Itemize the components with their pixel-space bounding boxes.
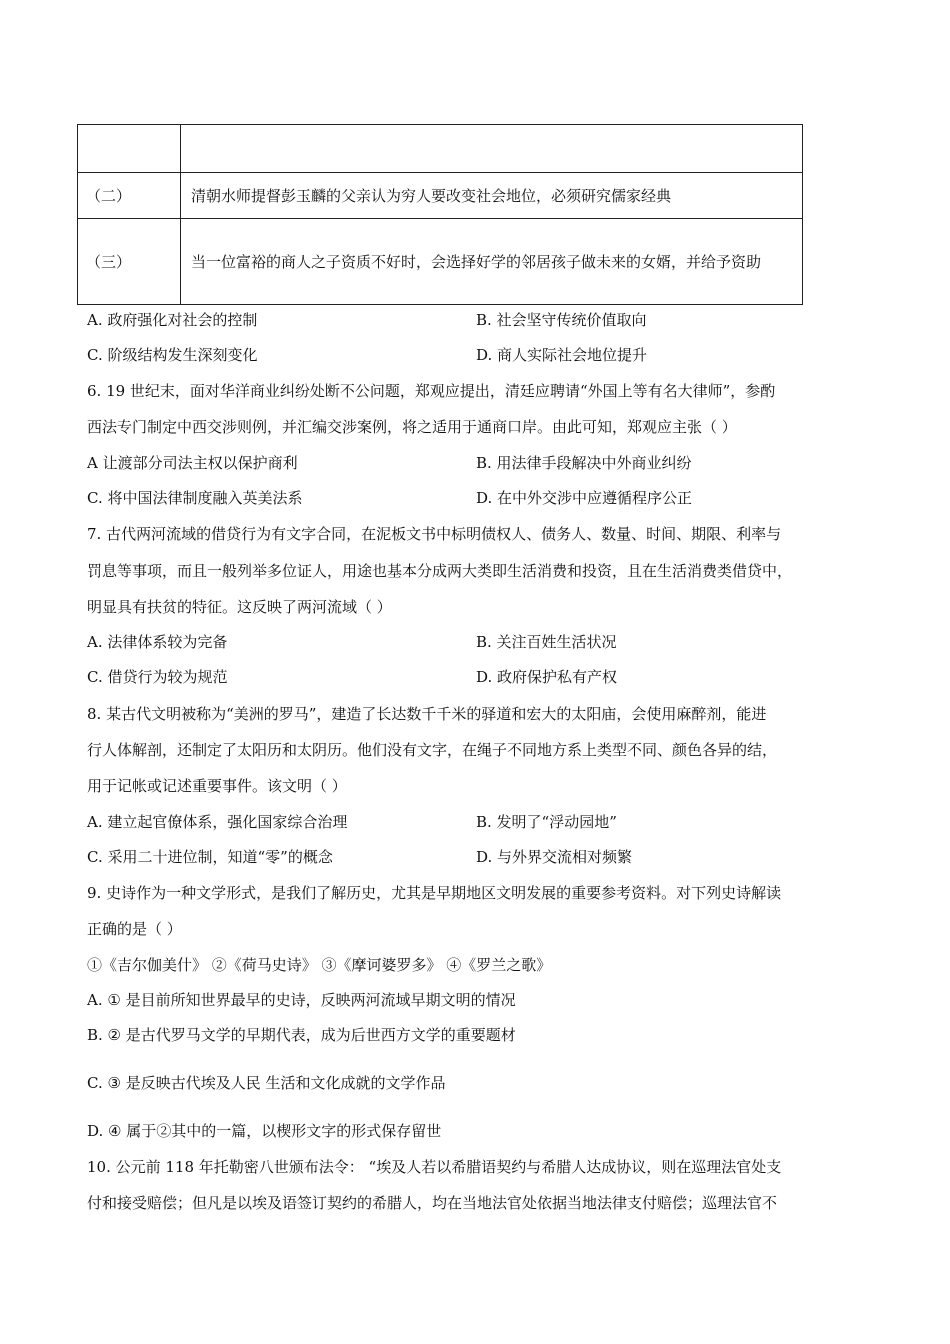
q9-option-b: B. ② 是古代罗马文学的早期代表，成为后世西方文学的重要题材 bbox=[87, 1026, 516, 1044]
q9-option-d: D. ④ 属于②其中的一篇，以楔形文字的形式保存留世 bbox=[87, 1122, 442, 1140]
q7-option-b: B. 关注百姓生活状况 bbox=[476, 633, 617, 651]
q9-option-a: A. ① 是目前所知世界最早的史诗，反映两河流域早期文明的情况 bbox=[87, 991, 516, 1009]
q6-stem-line: 6. 19 世纪末，面对华洋商业纠纷处断不公问题，郑观应提出，清廷应聘请“外国上等有名大律师”，参酌 bbox=[87, 382, 776, 400]
q8-option-a: A. 建立起官僚体系，强化国家综合治理 bbox=[87, 813, 348, 831]
q8-option-d: D. 与外界交流相对频繁 bbox=[476, 848, 633, 866]
table-row bbox=[78, 125, 803, 173]
q7-stem-line: 7. 古代两河流域的借贷行为有文字合同，在泥板文书中标明债权人、债务人、数量、时间、期限、利率与 bbox=[87, 525, 782, 543]
q7-option-d: D. 政府保护私有产权 bbox=[476, 668, 618, 686]
q9-stem-line: 正确的是（ ） bbox=[87, 920, 182, 938]
q8-stem-line: 行人体解剖，还制定了太阳历和太阴历。他们没有文字，在绳子不同地方系上类型不同、颜色各异的结， bbox=[87, 741, 778, 759]
q9-option-c: C. ③ 是反映古代埃及人民 生活和文化成就的文学作品 bbox=[87, 1074, 446, 1092]
table-cell-label: （二） bbox=[78, 173, 181, 219]
table-cell-text: 当一位富裕的商人之子资质不好时，会选择好学的邻居孩子做未来的女婿，并给予资助 bbox=[181, 219, 803, 305]
table-cell-text bbox=[181, 125, 803, 173]
q10-stem-line: 10. 公元前 118 年托勒密八世颁布法令： “埃及人若以希腊语契约与希腊人达成协议，则在巡理法官处支 bbox=[87, 1158, 782, 1176]
q7-option-c: C. 借贷行为较为规范 bbox=[87, 668, 228, 686]
q6-option-a: A 让渡部分司法主权以保护商利 bbox=[87, 454, 298, 472]
q8-stem-line: 用于记帐或记述重要事件。该文明（ ） bbox=[87, 777, 347, 795]
q8-option-b: B. 发明了“浮动园地” bbox=[476, 813, 617, 831]
q5-option-b: B. 社会坚守传统价值取向 bbox=[476, 311, 647, 329]
q9-stem-line: 9. 史诗作为一种文学形式，是我们了解历史，尤其是早期地区文明发展的重要参考资料。对下列史诗解读 bbox=[87, 884, 782, 902]
q10-stem-line: 付和接受赔偿；但凡是以埃及语签订契约的希腊人，均在当地法官处依据当地法律支付赔偿；巡理法官不 bbox=[87, 1194, 778, 1212]
q8-stem-line: 8. 某古代文明被称为“美洲的罗马”，建造了长达数千千米的驿道和宏大的太阳庙，会使用麻醉剂，能进 bbox=[87, 705, 767, 723]
q6-option-d: D. 在中外交涉中应遵循程序公正 bbox=[476, 489, 693, 507]
q7-option-a: A. 法律体系较为完备 bbox=[87, 633, 228, 651]
q7-stem-line: 明显具有扶贫的特征。这反映了两河流域（ ） bbox=[87, 598, 392, 616]
q8-option-c: C. 采用二十进位制，知道“零”的概念 bbox=[87, 848, 333, 866]
q6-option-b: B. 用法律手段解决中外商业纠纷 bbox=[476, 454, 692, 472]
q5-option-c: C. 阶级结构发生深刻变化 bbox=[87, 346, 258, 364]
source-table bbox=[77, 124, 803, 305]
q5-option-d: D. 商人实际社会地位提升 bbox=[476, 346, 648, 364]
table-row bbox=[78, 173, 803, 219]
q5-option-a: A. 政府强化对社会的控制 bbox=[87, 311, 258, 329]
q9-epic-list: ①《吉尔伽美什》 ②《荷马史诗》 ③《摩诃婆罗多》 ④《罗兰之歌》 bbox=[87, 956, 552, 974]
table-cell-label bbox=[78, 125, 181, 173]
q6-stem-line: 西法专门制定中西交涉则例，并汇编交涉案例，将之适用于通商口岸。由此可知，郑观应主张（ ） bbox=[87, 418, 737, 436]
q6-option-c: C. 将中国法律制度融入英美法系 bbox=[87, 489, 303, 507]
table-row bbox=[78, 219, 803, 305]
table-cell-label: （三） bbox=[78, 219, 181, 305]
table-cell-text: 清朝水师提督彭玉麟的父亲认为穷人要改变社会地位，必须研究儒家经典 bbox=[181, 173, 803, 219]
q7-stem-line: 罚息等事项，而且一般列举多位证人，用途也基本分成两大类即生活消费和投资，且在生活消费类借贷中， bbox=[87, 562, 793, 580]
